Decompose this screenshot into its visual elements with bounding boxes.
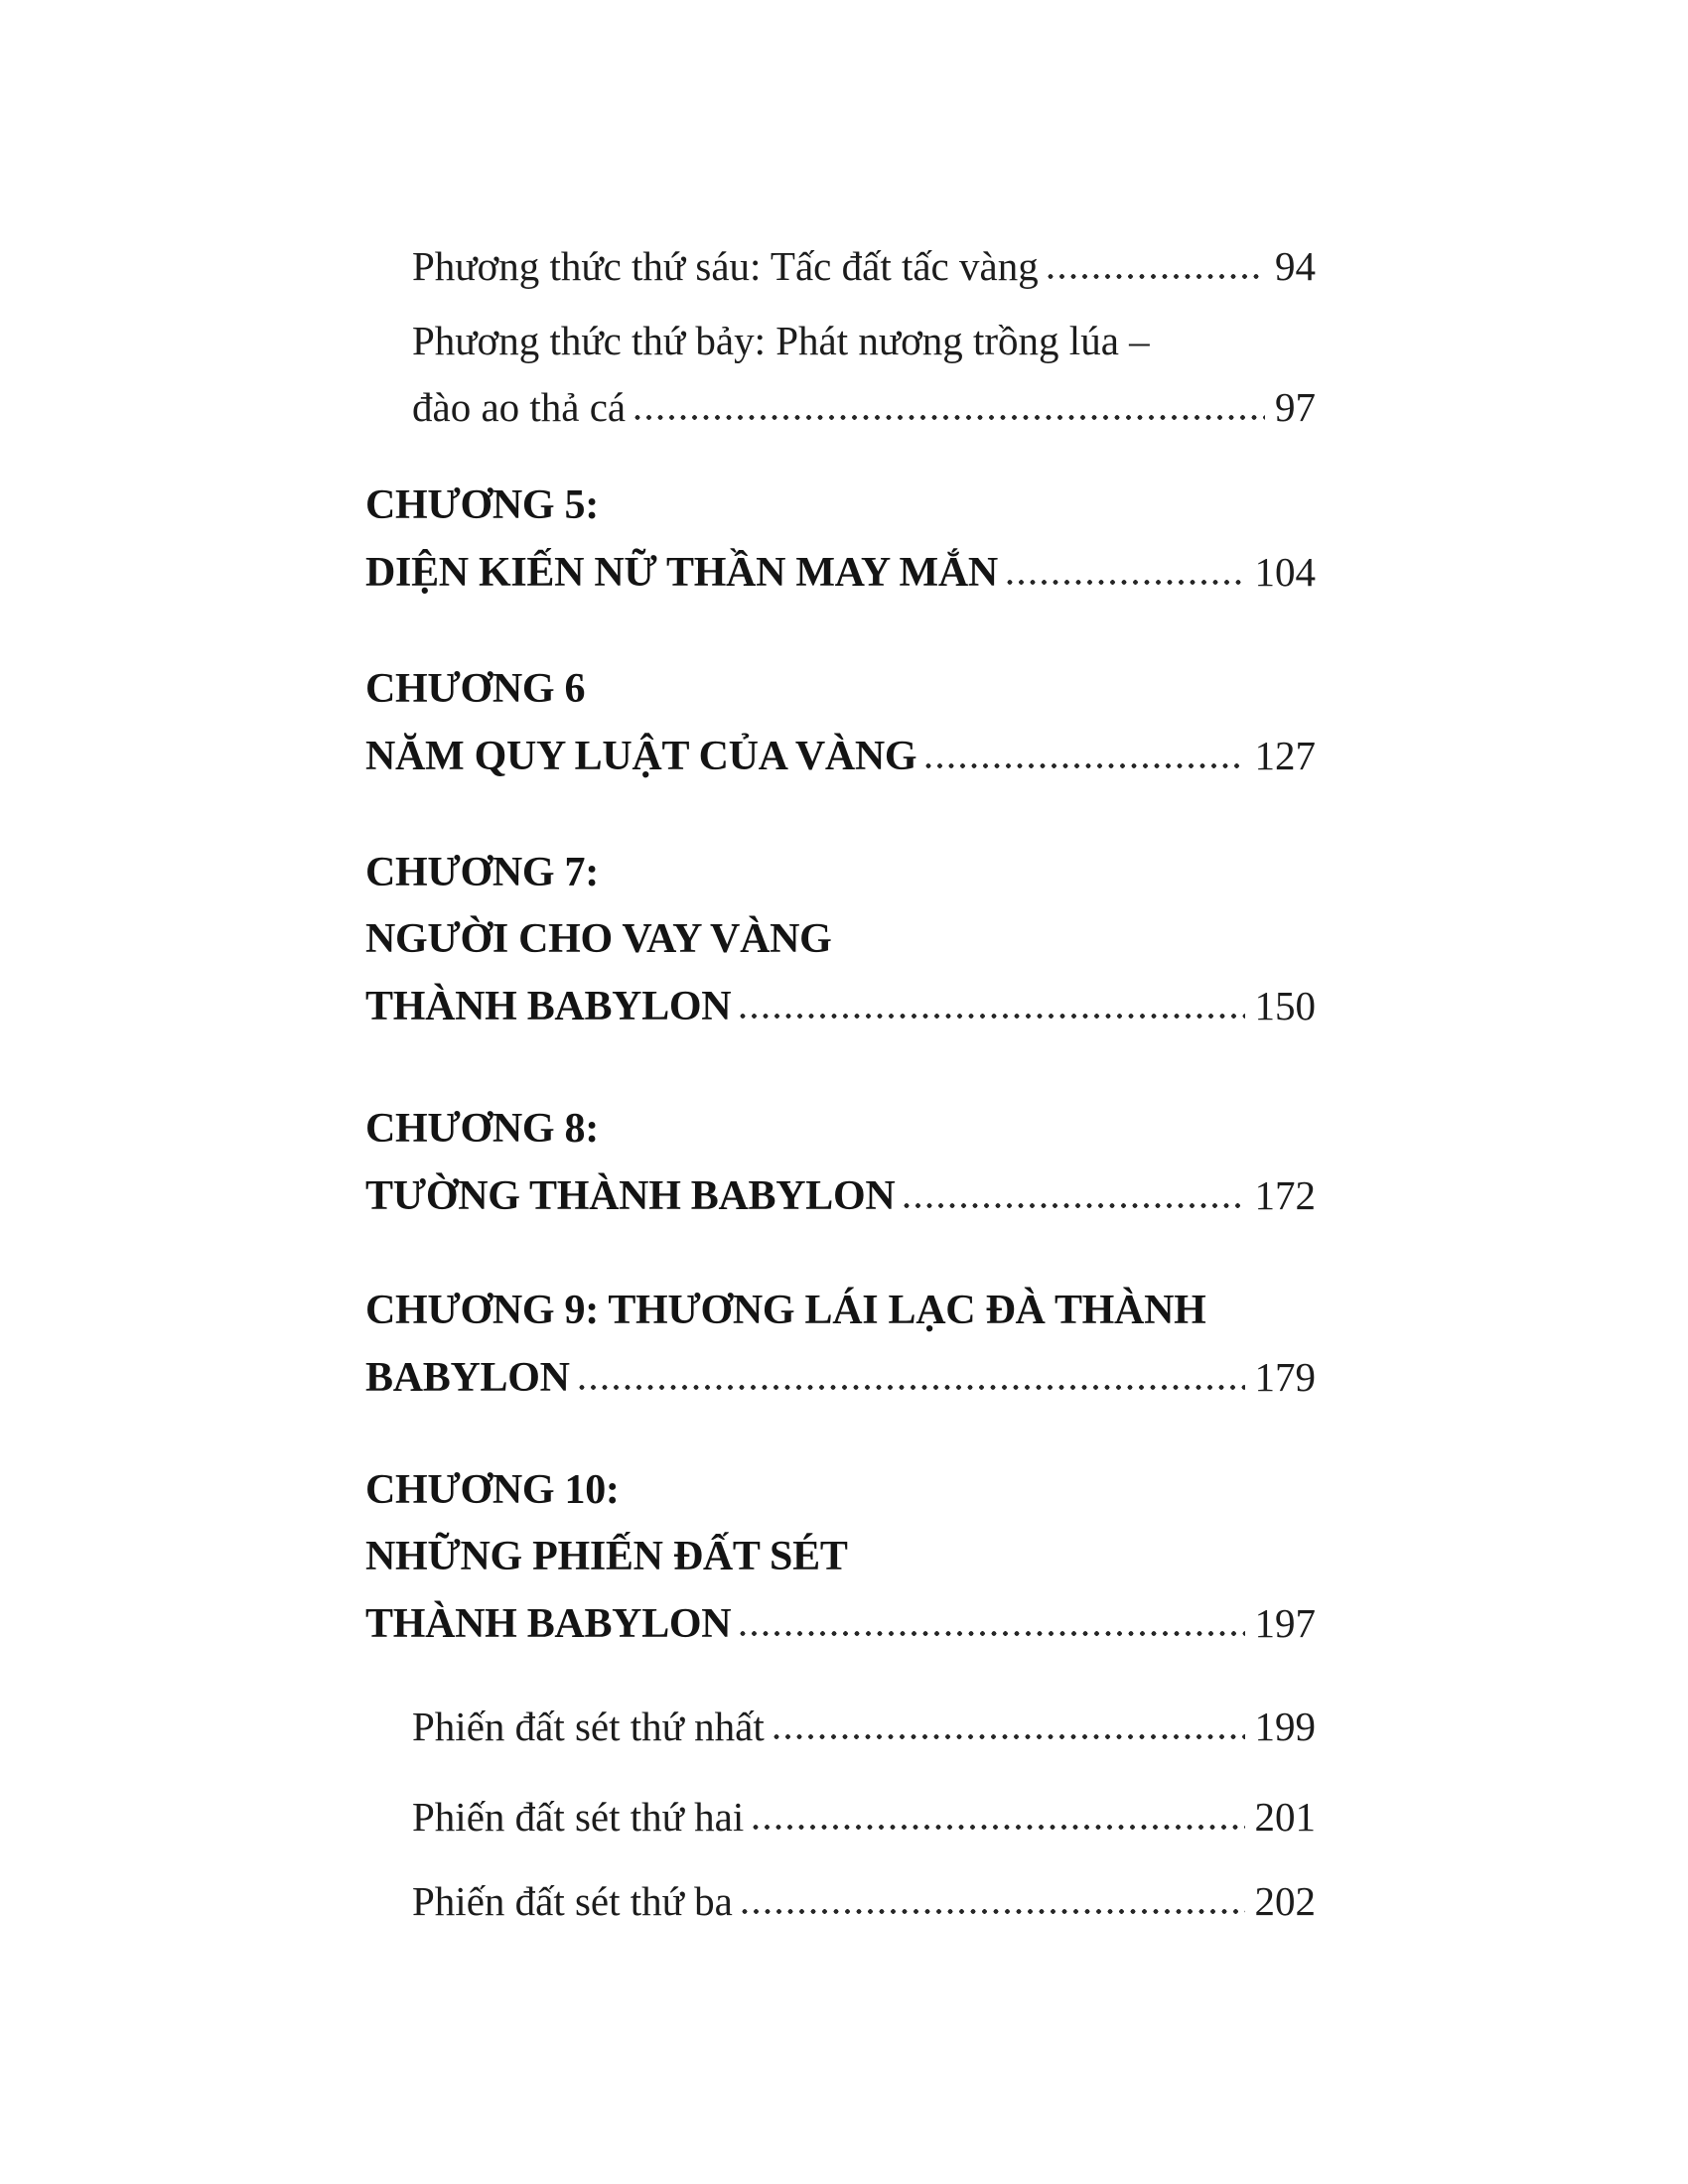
toc-entry-tablet-3 bbox=[365, 1868, 1316, 1935]
toc-line bbox=[365, 1524, 1316, 1590]
dot-leader bbox=[742, 1908, 1245, 1915]
toc-line bbox=[365, 473, 1316, 539]
toc-line bbox=[365, 1457, 1316, 1524]
toc-entry-title: CHƯƠNG 7: bbox=[365, 850, 599, 895]
toc-line bbox=[365, 973, 1316, 1040]
toc-line bbox=[365, 539, 1316, 607]
toc-entry-title: CHƯƠNG 5: bbox=[365, 482, 599, 528]
toc-line bbox=[365, 1590, 1316, 1658]
page-number: 150 bbox=[1254, 983, 1316, 1028]
toc-entry-title: THÀNH BABYLON bbox=[365, 1601, 732, 1647]
page-number: 97 bbox=[1275, 384, 1316, 430]
toc-line bbox=[412, 308, 1316, 374]
table-of-contents bbox=[365, 233, 1316, 1935]
toc-entry-method-6 bbox=[365, 233, 1316, 300]
page-number: 127 bbox=[1254, 733, 1316, 778]
page-number: 104 bbox=[1254, 549, 1316, 595]
page-number: 94 bbox=[1275, 243, 1316, 289]
toc-entry-chapter-6 bbox=[365, 656, 1316, 790]
toc-line bbox=[365, 656, 1316, 723]
toc-entry-title: Phương thức thứ sáu: Tấc đất tấc vàng bbox=[412, 243, 1039, 289]
dot-leader bbox=[1007, 579, 1245, 586]
toc-entry-tablet-2 bbox=[365, 1784, 1316, 1850]
toc-line bbox=[365, 1278, 1316, 1344]
dot-leader bbox=[1048, 273, 1265, 280]
dot-leader bbox=[753, 1824, 1244, 1831]
toc-entry-method-7 bbox=[365, 308, 1316, 441]
toc-entry-chapter-10 bbox=[365, 1457, 1316, 1658]
toc-entry-title: NGƯỜI CHO VAY VÀNG bbox=[365, 916, 832, 962]
toc-line bbox=[365, 1344, 1316, 1412]
dot-leader bbox=[904, 1202, 1244, 1209]
toc-entry-title: Phương thức thứ bảy: Phát nương trồng lúa – bbox=[412, 318, 1150, 363]
toc-line bbox=[412, 233, 1316, 300]
toc-entry-title: CHƯƠNG 10: bbox=[365, 1467, 620, 1513]
page-number: 202 bbox=[1254, 1878, 1316, 1924]
page-number: 199 bbox=[1254, 1704, 1316, 1749]
toc-entry-title: NĂM QUY LUẬT CỦA VÀNG bbox=[365, 734, 917, 779]
page-number: 201 bbox=[1254, 1794, 1316, 1840]
page-number: 172 bbox=[1254, 1172, 1316, 1218]
toc-entry-title: Phiến đất sét thứ nhất bbox=[412, 1704, 765, 1749]
toc-entry-chapter-9 bbox=[365, 1278, 1316, 1412]
dot-leader bbox=[925, 762, 1244, 769]
toc-entry-tablet-1 bbox=[365, 1694, 1316, 1760]
toc-entry-title: Phiến đất sét thứ ba bbox=[412, 1878, 733, 1924]
toc-line bbox=[412, 1694, 1316, 1760]
toc-entry-chapter-7 bbox=[365, 840, 1316, 1040]
toc-line bbox=[365, 723, 1316, 790]
toc-entry-title: CHƯƠNG 9: THƯƠNG LÁI LẠC ĐÀ THÀNH bbox=[365, 1288, 1206, 1333]
toc-entry-title: đào ao thả cá bbox=[412, 384, 627, 430]
toc-entry-title: NHỮNG PHIẾN ĐẤT SÉT bbox=[365, 1534, 848, 1579]
dot-leader bbox=[579, 1384, 1245, 1391]
toc-line bbox=[365, 906, 1316, 973]
toc-entry-title: THÀNH BABYLON bbox=[365, 984, 732, 1029]
page-number: 179 bbox=[1254, 1354, 1316, 1400]
toc-entry-title: DIỆN KIẾN NỮ THẦN MAY MẮN bbox=[365, 550, 998, 596]
toc-line bbox=[365, 1096, 1316, 1162]
toc-entry-chapter-8 bbox=[365, 1096, 1316, 1230]
toc-entry-title: CHƯƠNG 6 bbox=[365, 666, 586, 712]
toc-line bbox=[412, 1868, 1316, 1935]
toc-line bbox=[365, 1162, 1316, 1230]
dot-leader bbox=[740, 1013, 1244, 1020]
toc-entry-title: CHƯƠNG 8: bbox=[365, 1106, 599, 1152]
dot-leader bbox=[634, 414, 1265, 421]
dot-leader bbox=[774, 1733, 1245, 1740]
toc-line bbox=[412, 374, 1316, 441]
dot-leader bbox=[740, 1630, 1244, 1637]
toc-entry-chapter-5 bbox=[365, 473, 1316, 607]
toc-line bbox=[412, 1784, 1316, 1850]
page-number: 197 bbox=[1254, 1600, 1316, 1646]
toc-entry-title: TƯỜNG THÀNH BABYLON bbox=[365, 1173, 896, 1219]
toc-entry-title: Phiến đất sét thứ hai bbox=[412, 1794, 745, 1840]
toc-line bbox=[365, 840, 1316, 906]
toc-entry-title: BABYLON bbox=[365, 1355, 570, 1401]
